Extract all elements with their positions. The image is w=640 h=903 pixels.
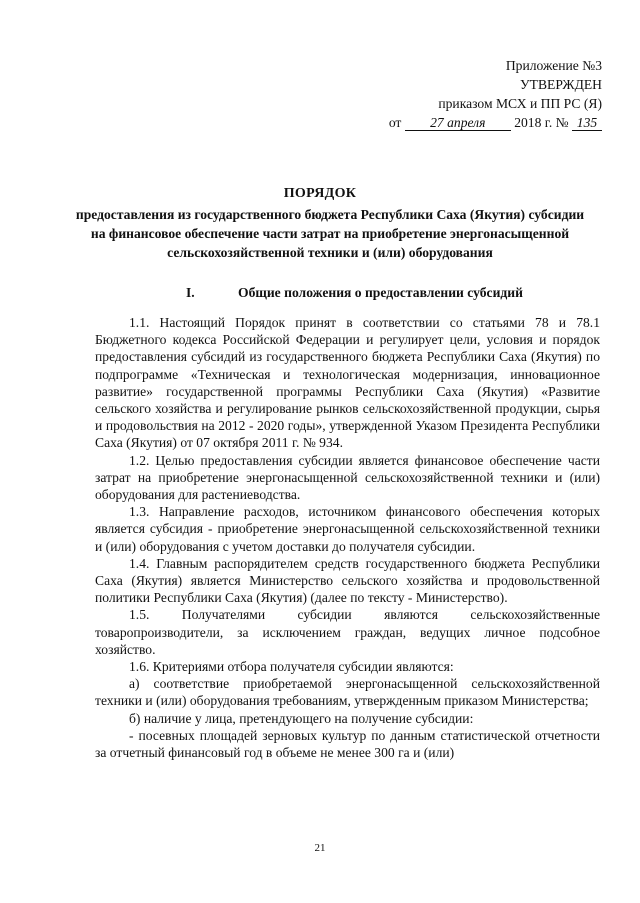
date-prefix: от [388, 115, 402, 130]
document-subtitle: предоставления из государственного бюджета Республики Саха (Якутия) субсидии на финансовое обеспечение части затрат на приобретение энергонасыщенной сельскохозяйственной техники и (или) оборудования [75, 207, 585, 260]
paragraph-1-5: 1.5. Получателями субсидии являются сельскохозяйственные товаропроизводители, за исключением граждан, ведущих личное подсобное хозяйство. [95, 607, 600, 657]
document-body [95, 314, 600, 761]
paragraph-1-6-a: а) соответствие приобретаемой энергонасыщенной сельскохозяйственной техники и (или) оборудования требованиям, утвержденным приказом Министерства; [95, 676, 600, 709]
paragraph-1-2: 1.2. Целью предоставления субсидии является финансовое обеспечение части затрат на приобретение энергонасыщенной сельскохозяйственной техники и (или) оборудования для растениеводства. [95, 452, 600, 503]
paragraph-1-6-b: б) наличие у лица, претендующего на получение субсидии: [129, 710, 474, 726]
paragraph-1-6: 1.6. Критериями отбора получателя субсидии являются: [129, 659, 454, 675]
handwritten-number: 135 [572, 116, 602, 131]
date-year: 2018 г. № [514, 115, 569, 130]
paragraph-1-3: 1.3. Направление расходов, источником финансового обеспечения которых является субсидия - приобретение энергонасыщенной сельскохозяйственной техники и (или) оборудования с учетом доставки до получателя субсидии. [95, 504, 600, 554]
paragraph-1-6-b-item: - посевных площадей зерновых культур по данным статистической отчетности за отчетный финансовый год в объеме не менее 300 га и (или) [95, 727, 600, 761]
section-number: I. [186, 285, 195, 300]
paragraph-1-4: 1.4. Главным распорядителем средств государственного бюджета Республики Саха (Якутия) является Министерство сельского хозяйства и продовольственной политики Республики Саха (Якутия) (далее по тексту - Министерство). [95, 555, 600, 606]
order-date-line [389, 113, 602, 132]
approved-label: УТВЕРЖДЕН [520, 77, 602, 92]
handwritten-date: 27 апреля [405, 116, 511, 131]
approval-header [389, 56, 602, 132]
order-label: приказом МСХ и ПП РС (Я) [438, 96, 602, 111]
document-title: ПОРЯДОК [283, 186, 357, 201]
section-title: Общие положения о предоставлении субсидий [238, 285, 523, 300]
paragraph-1-1: 1.1. Настоящий Порядок принят в соответствии со статьями 78 и 78.1 Бюджетного кодекса Российской Федерации и регулирует цели, условия и порядок предоставления субсидий из государственного бюджета Республики Саха (Якутия) по подпрограмме «Техническая и технологическая модернизация, инновационное развитие» государственной программы Республики Саха (Якутия) «Развитие сельского хозяйства и регулирование рынков сельскохозяйственной продукции, сырья и продовольствия на 2012 - 2020 годы», утвержденной Указом Президента Республики Саха (Якутия) от 07 октября 2011 г. № 934. [95, 315, 600, 451]
page-number: 21 [314, 842, 326, 854]
appendix-label: Приложение №3 [505, 58, 602, 73]
